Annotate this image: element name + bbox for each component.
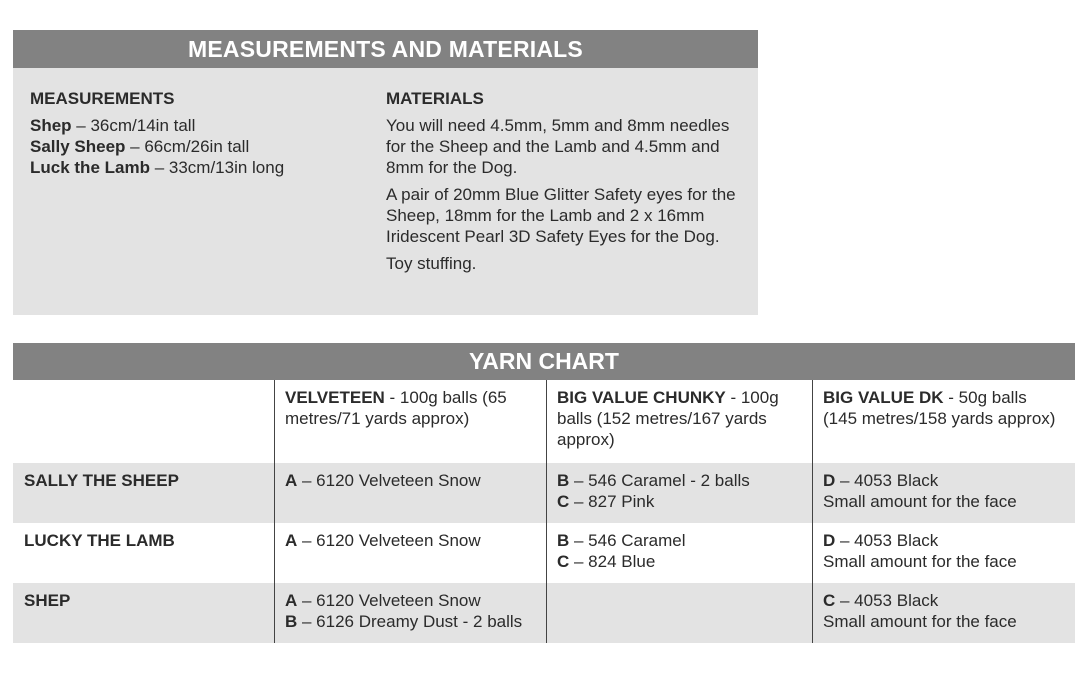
- row-label: SALLY THE SHEEP: [13, 463, 275, 523]
- yarn-entry: [557, 551, 802, 572]
- yarn-text: – 827 Pink: [569, 492, 655, 511]
- yarn-text: – 4053 Black: [835, 531, 939, 550]
- measurement-name: Luck the Lamb: [30, 158, 150, 177]
- yarn-chart-table: [13, 380, 1075, 643]
- table-row: [13, 583, 1075, 643]
- yarn-text: – 6120 Velveteen Snow: [297, 471, 481, 490]
- materials-heading: MATERIALS: [386, 89, 484, 108]
- table-cell: [275, 583, 547, 643]
- row-label: SHEP: [13, 583, 275, 643]
- column-header-name: BIG VALUE DK: [823, 388, 944, 407]
- yarn-entry: [285, 530, 536, 551]
- table-cell: [813, 583, 1076, 643]
- column-header-desc: - 50g balls (145 metres/158 yards approx): [823, 388, 1056, 428]
- table-cell: [547, 523, 813, 583]
- yarn-code: D: [823, 531, 836, 550]
- yarn-entry: [285, 590, 536, 611]
- yarn-note: Small amount for the face: [823, 552, 1017, 571]
- yarn-text: – 6126 Dreamy Dust - 2 balls: [297, 612, 523, 631]
- yarn-text: – 546 Caramel - 2 balls: [569, 471, 750, 490]
- measurement-name: Shep: [30, 116, 72, 135]
- column-header-name: VELVETEEN: [285, 388, 385, 407]
- column-header-big-value-chunky: [547, 380, 813, 463]
- yarn-entry: [285, 470, 536, 491]
- yarn-entry: [823, 530, 1065, 551]
- table-cell-empty: [547, 583, 813, 643]
- yarn-text: – 6120 Velveteen Snow: [297, 591, 481, 610]
- yarn-code: B: [285, 612, 298, 631]
- yarn-text: – 4053 Black: [835, 591, 939, 610]
- yarn-entry: [557, 530, 802, 551]
- table-cell: [813, 523, 1076, 583]
- measurement-item: [30, 115, 360, 136]
- measurement-name: Sally Sheep: [30, 137, 126, 156]
- yarn-code: C: [557, 492, 570, 511]
- yarn-code: A: [285, 531, 298, 550]
- yarn-note: Small amount for the face: [823, 492, 1017, 511]
- measurement-value: – 33cm/13in long: [149, 158, 285, 177]
- yarn-entry: [557, 491, 802, 512]
- table-cell: [275, 523, 547, 583]
- measurement-item: [30, 157, 360, 178]
- materials-paragraph: Toy stuffing.: [386, 254, 477, 273]
- yarn-note: Small amount for the face: [823, 612, 1017, 631]
- measurement-value: – 36cm/14in tall: [71, 116, 196, 135]
- yarn-code: C: [823, 591, 836, 610]
- materials-section: [386, 88, 736, 280]
- column-header-big-value-dk: [813, 380, 1076, 463]
- yarn-code: A: [285, 591, 298, 610]
- table-cell: [813, 463, 1076, 523]
- yarn-chart-header-row: [13, 380, 1075, 463]
- yarn-code: A: [285, 471, 298, 490]
- yarn-entry: [823, 470, 1065, 491]
- column-header-desc: - 100g balls (152 metres/167 yards approx): [557, 388, 779, 449]
- measurements-materials-panel: [13, 30, 758, 315]
- yarn-chart-title: YARN CHART: [13, 343, 1075, 380]
- column-header-name: BIG VALUE CHUNKY: [557, 388, 726, 407]
- yarn-text: – 4053 Black: [835, 471, 939, 490]
- yarn-entry: [823, 590, 1065, 611]
- measurements-materials-title: MEASUREMENTS AND MATERIALS: [13, 30, 758, 68]
- yarn-text: – 546 Caramel: [569, 531, 686, 550]
- yarn-chart: [13, 343, 1075, 643]
- column-header-desc: - 100g balls (65 metres/71 yards approx): [285, 388, 507, 428]
- yarn-text: – 824 Blue: [569, 552, 656, 571]
- yarn-code: B: [557, 531, 570, 550]
- yarn-entry: [557, 470, 802, 491]
- yarn-code: B: [557, 471, 570, 490]
- yarn-code: C: [557, 552, 570, 571]
- materials-paragraph: You will need 4.5mm, 5mm and 8mm needles for the Sheep and the Lamb and 4.5mm and 8mm for the Dog.: [386, 116, 730, 177]
- table-row: [13, 523, 1075, 583]
- yarn-entry: [285, 611, 536, 632]
- column-header-velveteen: [275, 380, 547, 463]
- table-cell: [547, 463, 813, 523]
- empty-corner-cell: [13, 380, 275, 463]
- materials-paragraph: A pair of 20mm Blue Glitter Safety eyes for the Sheep, 18mm for the Lamb and 2 x 16mm Iridescent Pearl 3D Safety Eyes for the Dog.: [386, 185, 736, 246]
- table-cell: [275, 463, 547, 523]
- yarn-code: D: [823, 471, 836, 490]
- measurements-heading: MEASUREMENTS: [30, 89, 175, 108]
- measurement-value: – 66cm/26in tall: [125, 137, 250, 156]
- measurement-item: [30, 136, 360, 157]
- measurements-section: [30, 88, 360, 178]
- yarn-text: – 6120 Velveteen Snow: [297, 531, 481, 550]
- row-label: LUCKY THE LAMB: [24, 531, 175, 550]
- table-row: [13, 463, 1075, 523]
